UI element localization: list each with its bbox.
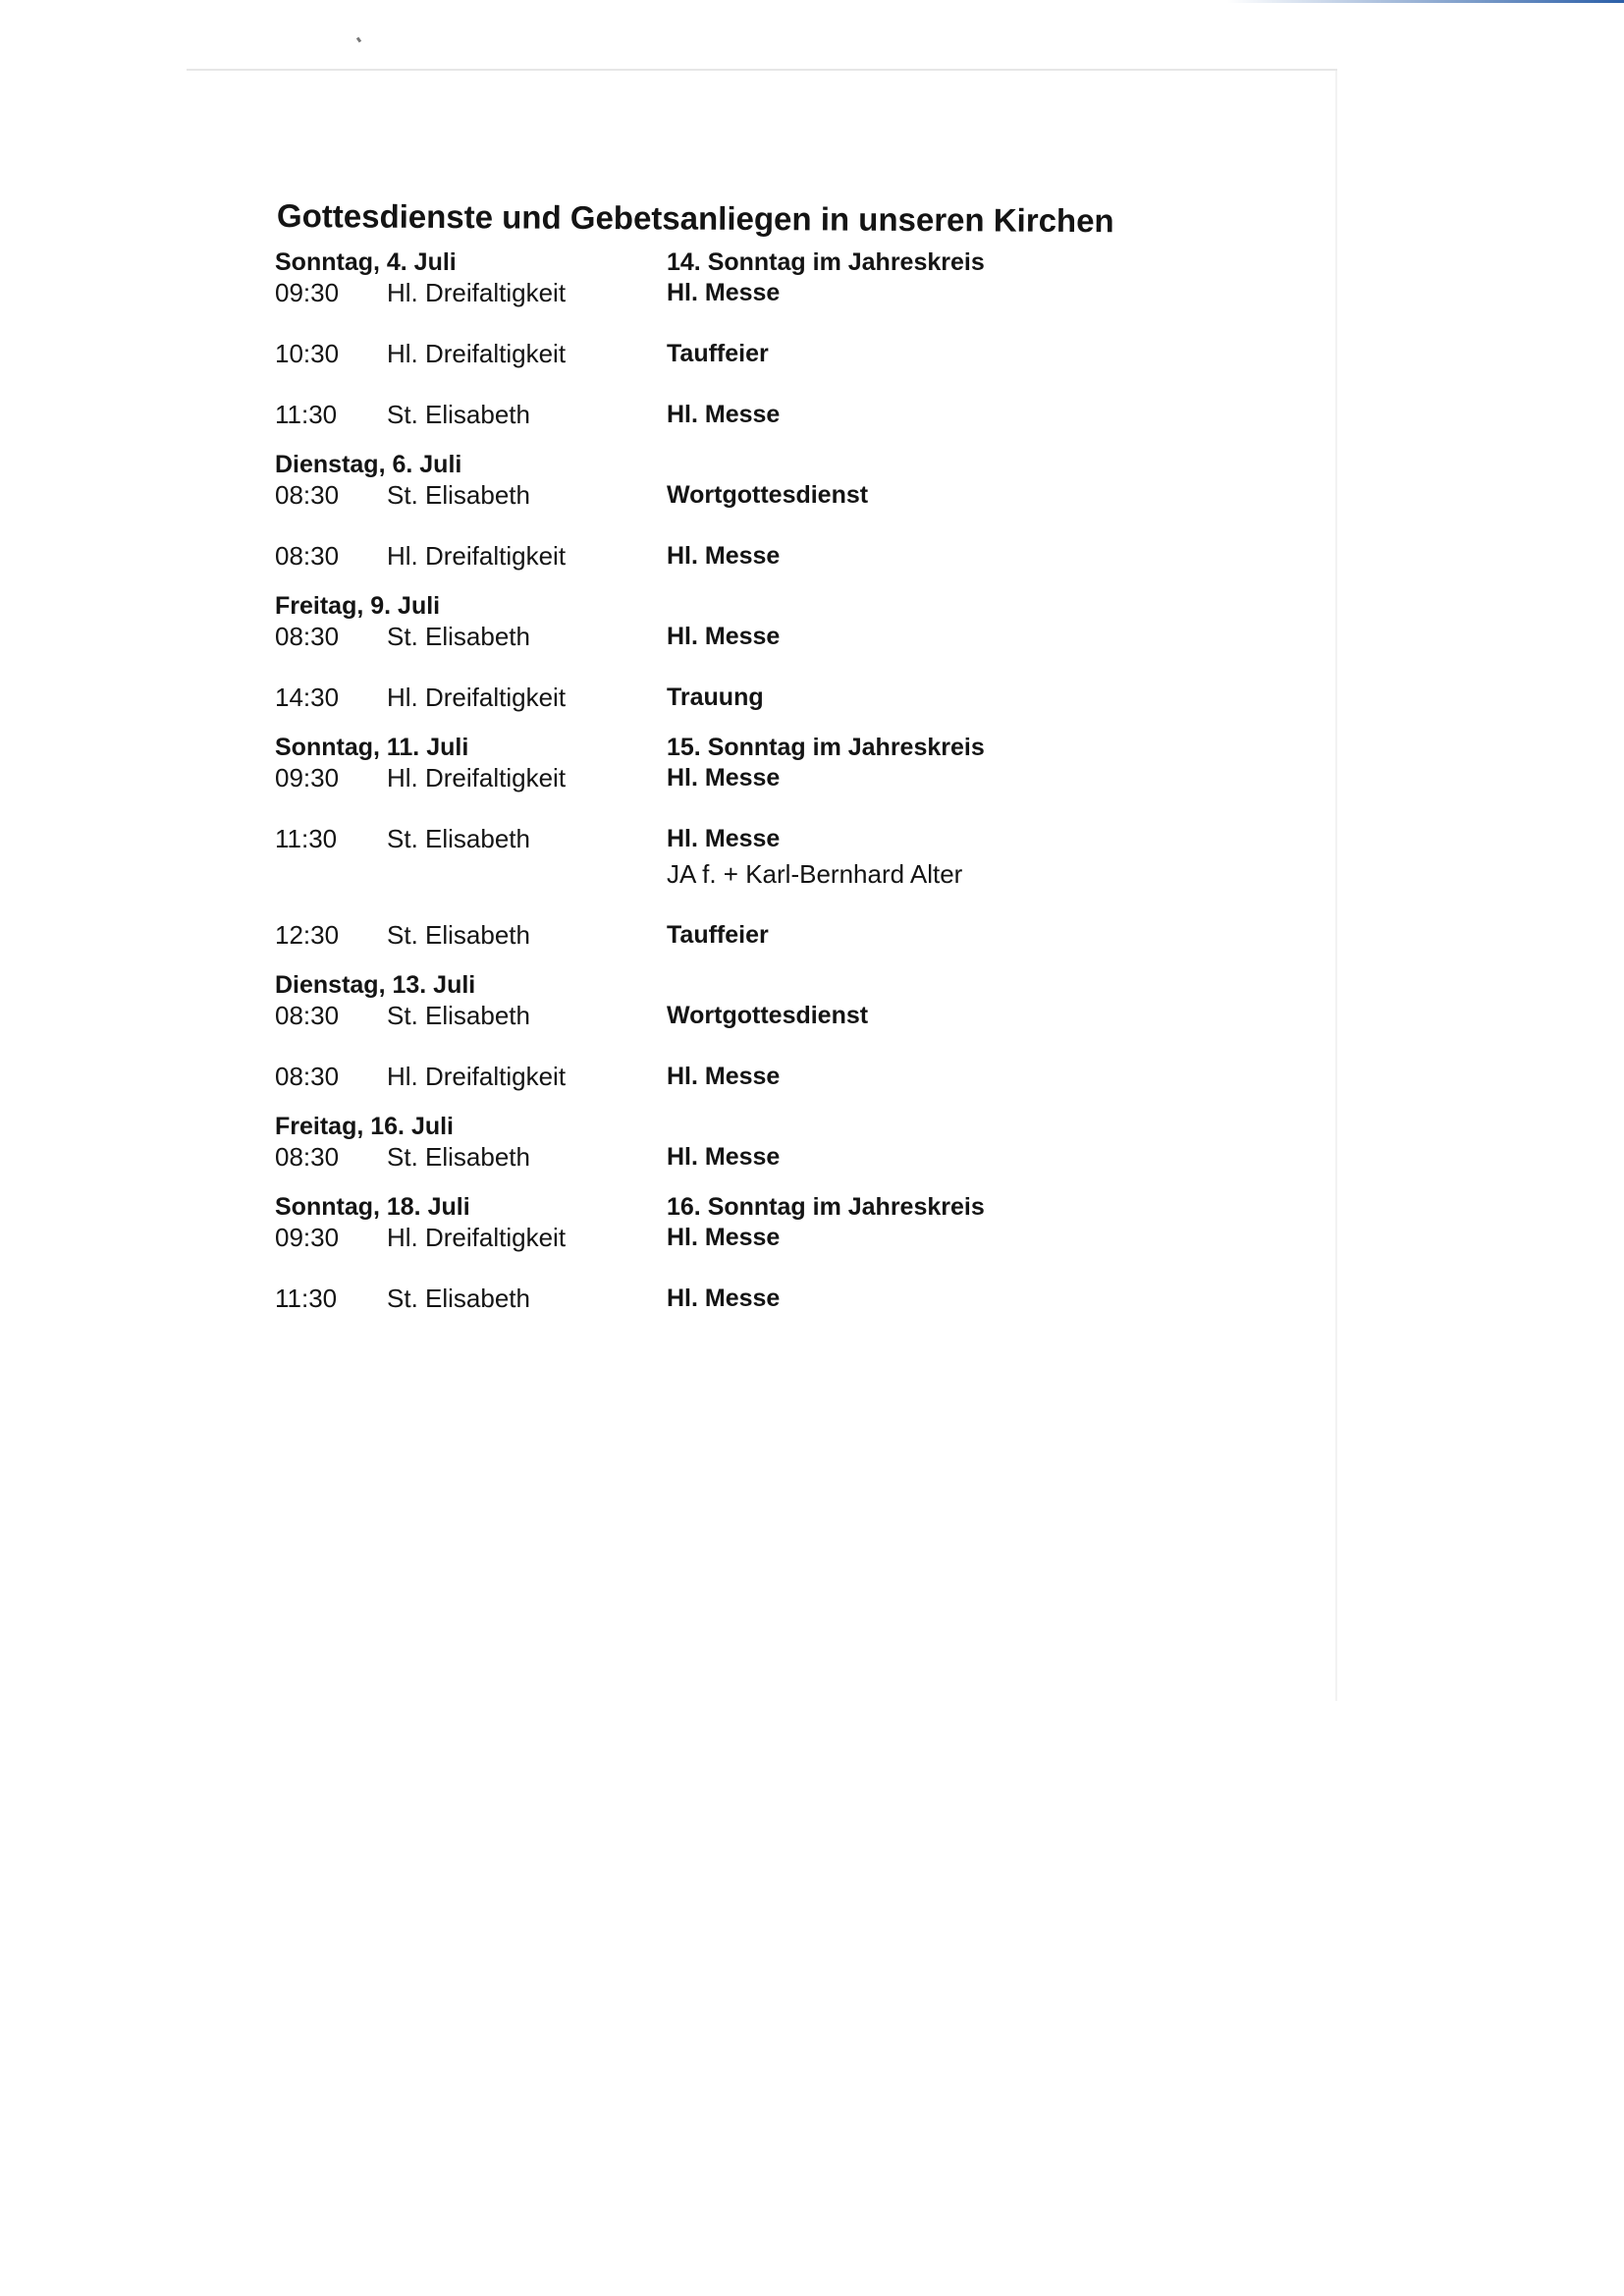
church-name: St. Elisabeth xyxy=(387,920,530,950)
service-row xyxy=(275,277,1159,308)
service-description xyxy=(667,277,780,308)
day-label: Freitag, 9. Juli xyxy=(275,592,441,620)
service-time: 09:30 xyxy=(275,278,340,307)
service-row xyxy=(275,338,1159,369)
service-time: 08:30 xyxy=(275,1142,340,1172)
service-row xyxy=(275,1141,1159,1173)
church-name: Hl. Dreifaltigkeit xyxy=(387,541,567,571)
service-time: 12:30 xyxy=(275,920,340,950)
service-description xyxy=(667,762,780,793)
service-type: Wortgottesdienst xyxy=(667,481,869,509)
schedule-day xyxy=(275,731,1159,951)
church-name: St. Elisabeth xyxy=(387,1001,530,1030)
page-title: Gottesdienste und Gebetsanliegen in unseren Kirchen xyxy=(276,197,1114,240)
service-type: Trauung xyxy=(667,683,764,711)
service-description xyxy=(667,682,764,713)
service-description xyxy=(667,399,780,430)
service-description xyxy=(667,1222,780,1253)
service-schedule xyxy=(275,196,1159,1332)
church-name: Hl. Dreifaltigkeit xyxy=(387,763,567,793)
service-row xyxy=(275,540,1159,572)
church-name: Hl. Dreifaltigkeit xyxy=(387,1223,567,1252)
service-row xyxy=(275,1222,1159,1253)
service-time: 11:30 xyxy=(275,400,338,429)
service-description xyxy=(667,621,780,652)
service-time: 10:30 xyxy=(275,339,340,368)
church-name: St. Elisabeth xyxy=(387,480,530,510)
service-description xyxy=(667,823,962,890)
day-header xyxy=(275,589,1159,621)
service-row xyxy=(275,1000,1159,1031)
church-name: Hl. Dreifaltigkeit xyxy=(387,683,567,712)
church-name: Hl. Dreifaltigkeit xyxy=(387,1062,567,1091)
service-type: Hl. Messe xyxy=(667,825,781,852)
day-label: Sonntag, 11. Juli xyxy=(275,734,469,761)
service-time: 11:30 xyxy=(275,824,338,853)
service-description xyxy=(667,540,780,572)
service-type: Hl. Messe xyxy=(667,623,781,650)
church-name: Hl. Dreifaltigkeit xyxy=(387,278,567,307)
paper-right-edge xyxy=(1335,71,1337,1701)
schedule-day xyxy=(275,968,1159,1092)
scan-border-mark xyxy=(1227,0,1624,3)
schedule-day xyxy=(275,1110,1159,1173)
service-time: 09:30 xyxy=(275,763,340,793)
day-label: Dienstag, 6. Juli xyxy=(275,451,462,478)
day-header xyxy=(275,968,1159,1000)
liturgical-day-note: 16. Sonntag im Jahreskreis xyxy=(667,1193,985,1221)
church-name: St. Elisabeth xyxy=(387,1142,530,1172)
church-name: St. Elisabeth xyxy=(387,1284,530,1313)
service-description xyxy=(667,1283,780,1314)
day-header xyxy=(275,246,1159,277)
service-row xyxy=(275,762,1159,793)
day-label: Sonntag, 4. Juli xyxy=(275,248,457,276)
church-name: St. Elisabeth xyxy=(387,622,530,651)
service-type: Wortgottesdienst xyxy=(667,1002,869,1029)
service-row xyxy=(275,479,1159,511)
service-time: 08:30 xyxy=(275,541,340,571)
scan-dust-mark xyxy=(356,37,361,43)
service-type: Hl. Messe xyxy=(667,279,781,306)
service-description xyxy=(667,479,868,511)
service-row xyxy=(275,919,1159,951)
service-type: Hl. Messe xyxy=(667,1285,781,1312)
schedule-day xyxy=(275,589,1159,713)
service-row xyxy=(275,399,1159,430)
prayer-intention: JA f. + Karl-Bernhard Alter xyxy=(667,859,963,889)
church-name: St. Elisabeth xyxy=(387,400,530,429)
service-type: Hl. Messe xyxy=(667,764,781,792)
day-header xyxy=(275,731,1159,762)
day-header xyxy=(275,448,1159,479)
service-type: Hl. Messe xyxy=(667,1224,781,1251)
service-row xyxy=(275,621,1159,652)
service-description xyxy=(667,1061,780,1092)
service-time: 08:30 xyxy=(275,1001,340,1030)
service-description xyxy=(667,338,769,369)
paper-top-edge xyxy=(187,69,1337,71)
service-description xyxy=(667,1141,780,1173)
service-row xyxy=(275,682,1159,713)
service-row xyxy=(275,1283,1159,1314)
service-time: 08:30 xyxy=(275,1062,340,1091)
service-description xyxy=(667,919,769,951)
service-time: 08:30 xyxy=(275,622,340,651)
day-header xyxy=(275,1190,1159,1222)
liturgical-day-note: 14. Sonntag im Jahreskreis xyxy=(667,248,985,276)
day-label: Freitag, 16. Juli xyxy=(275,1113,455,1140)
service-time: 08:30 xyxy=(275,480,340,510)
service-description xyxy=(667,1000,868,1031)
service-type: Hl. Messe xyxy=(667,1143,781,1171)
day-header xyxy=(275,1110,1159,1141)
service-time: 09:30 xyxy=(275,1223,340,1252)
service-row xyxy=(275,823,1159,890)
day-label: Sonntag, 18. Juli xyxy=(275,1193,470,1221)
service-type: Hl. Messe xyxy=(667,401,781,428)
service-row xyxy=(275,1061,1159,1092)
schedule-day xyxy=(275,246,1159,430)
church-name: St. Elisabeth xyxy=(387,824,530,853)
service-time: 11:30 xyxy=(275,1284,338,1313)
service-type: Tauffeier xyxy=(667,921,769,949)
service-type: Hl. Messe xyxy=(667,542,781,570)
service-type: Hl. Messe xyxy=(667,1063,781,1090)
church-name: Hl. Dreifaltigkeit xyxy=(387,339,567,368)
schedule-day xyxy=(275,448,1159,572)
liturgical-day-note: 15. Sonntag im Jahreskreis xyxy=(667,734,985,761)
day-label: Dienstag, 13. Juli xyxy=(275,971,476,999)
service-type: Tauffeier xyxy=(667,340,769,367)
schedule-day xyxy=(275,1190,1159,1314)
schedule-days xyxy=(275,246,1159,1314)
service-time: 14:30 xyxy=(275,683,340,712)
